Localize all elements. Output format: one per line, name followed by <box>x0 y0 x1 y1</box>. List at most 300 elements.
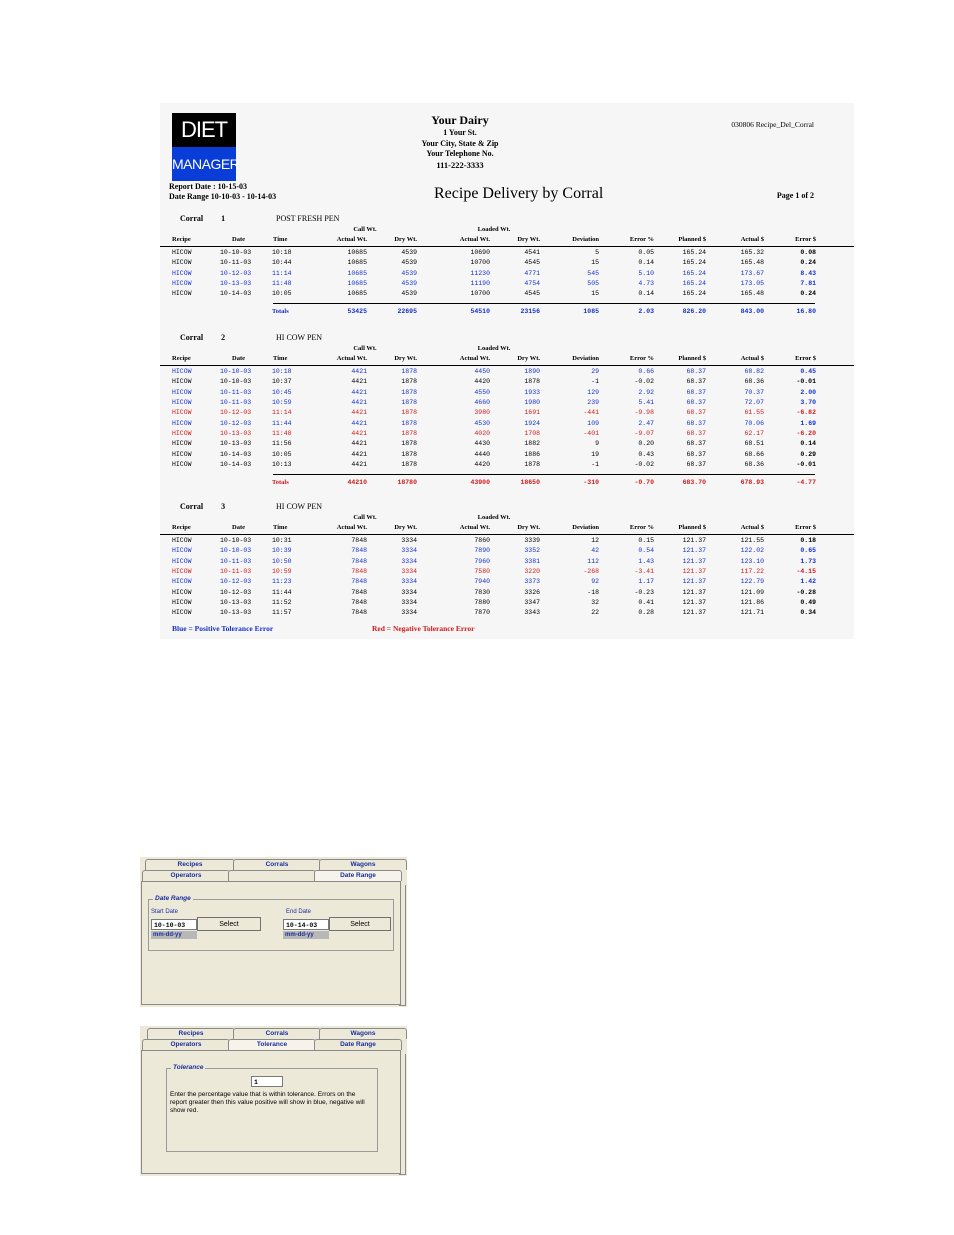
legend-blue: Blue = Positive Tolerance Error <box>172 624 274 633</box>
panel-shadow-edge <box>399 1054 406 1175</box>
cell-planned-cost: 121.37 <box>682 609 706 617</box>
cell-recipe: HICOW <box>172 399 192 407</box>
cell-call-dry-wt: 3334 <box>401 599 417 607</box>
cell-actual-cost: 173.67 <box>740 269 764 277</box>
cell-actual-cost: 62.17 <box>744 430 764 438</box>
cell-actual-cost: 121.86 <box>740 599 764 607</box>
cell-error-pct: 0.14 <box>638 290 654 298</box>
company-info <box>360 113 560 170</box>
tab-operators[interactable]: Operators <box>142 1039 230 1050</box>
table-row <box>160 367 854 377</box>
start-date-input[interactable]: 10-10-03 <box>151 919 197 930</box>
cell-loaded-dry-wt: 4771 <box>524 269 540 277</box>
cell-error-cost: -0.28 <box>796 588 816 596</box>
cell-date: 10-11-03 <box>220 259 252 267</box>
cell-time: 11:44 <box>272 588 292 596</box>
report-date: Report Date : 10-15-03 <box>169 182 247 191</box>
table-row <box>160 577 854 587</box>
end-date-input[interactable]: 10-14-03 <box>283 919 329 930</box>
cell-error-cost: 1.42 <box>800 578 816 586</box>
totals-row <box>160 307 854 317</box>
column-header-loaded-actual-wt: Actual Wt. <box>459 524 490 531</box>
cell-recipe: HICOW <box>172 588 192 596</box>
cell-error-pct: 1.43 <box>638 557 654 565</box>
cell-error-cost: 0.49 <box>800 599 816 607</box>
cell-date: 10-13-03 <box>220 280 252 288</box>
column-header-call-actual-wt: Actual Wt. <box>336 236 367 243</box>
cell-call-actual-wt: 4421 <box>351 440 367 448</box>
total-deviation: 1085 <box>583 307 599 315</box>
cell-error-cost: 1.69 <box>800 419 816 427</box>
tab-tolerance[interactable]: Tolerance <box>228 1039 316 1050</box>
end-date-format-hint: mm-dd-yy <box>283 931 329 939</box>
cell-loaded-dry-wt: 1878 <box>524 461 540 469</box>
tab-operators[interactable]: Operators <box>142 870 230 881</box>
cell-loaded-actual-wt: 7830 <box>474 588 490 596</box>
tolerance-panel <box>141 1050 401 1174</box>
cell-loaded-dry-wt: 4545 <box>524 290 540 298</box>
total-error-cost: -4.77 <box>796 478 816 486</box>
cell-loaded-dry-wt: 4754 <box>524 280 540 288</box>
tab-corrals[interactable]: Corrals <box>233 859 321 870</box>
cell-date: 10-12-03 <box>220 409 252 417</box>
cell-deviation: -1 <box>591 461 599 469</box>
cell-recipe: HICOW <box>172 599 192 607</box>
column-header-planned-cost: Planned $ <box>678 524 706 531</box>
cell-error-pct: 0.28 <box>638 609 654 617</box>
cell-time: 11:44 <box>272 419 292 427</box>
cell-loaded-actual-wt: 7880 <box>474 599 490 607</box>
total-call-dry-wt: 18780 <box>397 478 417 486</box>
cell-error-pct: 4.73 <box>638 280 654 288</box>
cell-error-pct: 2.47 <box>638 419 654 427</box>
column-header-loaded-dry-wt: Dry Wt. <box>517 236 540 243</box>
cell-date: 10-14-03 <box>220 450 252 458</box>
cell-loaded-dry-wt: 1890 <box>524 368 540 375</box>
table-row <box>160 588 854 598</box>
cell-loaded-actual-wt: 10690 <box>470 249 490 256</box>
cell-error-pct: -0.02 <box>634 461 654 469</box>
cell-recipe: HICOW <box>172 537 192 544</box>
cell-deviation: 5 <box>595 249 599 256</box>
tolerance-help-text: Enter the percentage value that is within tolerance. Errors on the report greater then this value positive will show in blue, negative will show red. <box>170 1091 365 1114</box>
cell-loaded-dry-wt: 3347 <box>524 599 540 607</box>
column-header-planned-cost: Planned $ <box>678 236 706 243</box>
cell-actual-cost: 121.71 <box>740 609 764 617</box>
cell-call-actual-wt: 4421 <box>351 450 367 458</box>
cell-recipe: HICOW <box>172 388 192 396</box>
cell-actual-cost: 122.02 <box>740 547 764 555</box>
cell-error-pct: -0.23 <box>634 588 654 596</box>
cell-date: 10-12-03 <box>220 269 252 277</box>
corral-number: 2 <box>221 333 226 342</box>
cell-date: 10-12-03 <box>220 578 252 586</box>
cell-date: 10-13-03 <box>220 430 252 438</box>
cell-deviation: 29 <box>591 368 599 375</box>
table-row <box>160 460 854 470</box>
table-row <box>160 536 854 546</box>
column-header-deviation: Deviation <box>572 524 599 531</box>
cell-error-pct: 0.15 <box>638 537 654 544</box>
table-row <box>160 388 854 398</box>
cell-call-dry-wt: 4539 <box>401 249 417 256</box>
column-header-recipe: Recipe <box>172 236 191 243</box>
cell-planned-cost: 68.37 <box>686 388 706 396</box>
cell-date: 10-13-03 <box>220 599 252 607</box>
date-range-panel <box>141 881 401 1005</box>
cell-error-pct: 0.20 <box>638 440 654 448</box>
cell-call-dry-wt: 3334 <box>401 588 417 596</box>
cell-error-pct: 5.10 <box>638 269 654 277</box>
column-header-deviation: Deviation <box>572 236 599 243</box>
total-actual-cost: 678.93 <box>740 478 764 486</box>
cell-actual-cost: 117.22 <box>740 568 764 576</box>
cell-call-dry-wt: 1878 <box>401 440 417 448</box>
cell-deviation: 109 <box>587 419 599 427</box>
cell-planned-cost: 121.37 <box>682 568 706 576</box>
cell-recipe: HICOW <box>172 368 192 375</box>
report-code: 030806 Recipe_Del_Corral <box>731 120 814 129</box>
column-header-time: Time <box>273 355 288 362</box>
cell-call-dry-wt: 3334 <box>401 547 417 555</box>
cell-error-cost: 0.34 <box>800 609 816 617</box>
column-header-deviation: Deviation <box>572 355 599 362</box>
total-error-pct: 2.03 <box>638 307 654 315</box>
cell-planned-cost: 121.37 <box>682 557 706 565</box>
column-header-time: Time <box>273 236 288 243</box>
cell-call-actual-wt: 4421 <box>351 378 367 386</box>
cell-error-pct: 0.54 <box>638 547 654 555</box>
cell-actual-cost: 173.05 <box>740 280 764 288</box>
cell-actual-cost: 122.79 <box>740 578 764 586</box>
total-call-actual-wt: 53425 <box>347 307 367 315</box>
start-date-format-hint: mm-dd-yy <box>151 931 197 939</box>
cell-call-actual-wt: 10685 <box>347 259 367 267</box>
cell-call-actual-wt: 10685 <box>347 249 367 256</box>
corral-header <box>180 333 323 342</box>
cell-planned-cost: 121.37 <box>682 537 706 544</box>
start-date-select-button[interactable]: Select <box>197 917 261 931</box>
cell-error-cost: 2.00 <box>800 388 816 396</box>
cell-time: 11:14 <box>272 269 292 277</box>
cell-time: 10:18 <box>272 249 292 256</box>
cell-date: 10-14-03 <box>220 461 252 469</box>
cell-call-dry-wt: 4539 <box>401 269 417 277</box>
logo-bottom-text: MANAGER <box>172 147 236 181</box>
cell-actual-cost: 68.51 <box>744 440 764 448</box>
page-number: Page 1 of 2 <box>776 191 814 200</box>
cell-time: 11:52 <box>272 599 292 607</box>
cell-call-dry-wt: 4539 <box>401 280 417 288</box>
cell-error-cost: 8.43 <box>800 269 816 277</box>
date-range-group <box>148 895 394 951</box>
cell-loaded-dry-wt: 3352 <box>524 547 540 555</box>
tolerance-input[interactable]: 1 <box>251 1076 283 1087</box>
cell-planned-cost: 68.37 <box>686 419 706 427</box>
cell-actual-cost: 61.55 <box>744 409 764 417</box>
cell-planned-cost: 121.37 <box>682 599 706 607</box>
tab-wagons[interactable]: Wagons <box>319 1028 407 1039</box>
cell-call-dry-wt: 1878 <box>401 388 417 396</box>
table-row <box>160 429 854 439</box>
total-planned-cost: 683.70 <box>682 478 706 486</box>
cell-call-actual-wt: 4421 <box>351 461 367 469</box>
column-header-call-dry-wt: Dry Wt. <box>394 355 417 362</box>
cell-time: 10:31 <box>272 537 292 544</box>
cell-call-actual-wt: 7848 <box>351 578 367 586</box>
cell-error-pct: -0.02 <box>634 378 654 386</box>
column-header-recipe: Recipe <box>172 524 191 531</box>
cell-error-cost: 0.29 <box>800 450 816 458</box>
cell-error-pct: 0.43 <box>638 450 654 458</box>
table-row <box>160 598 854 608</box>
cell-actual-cost: 165.48 <box>740 290 764 298</box>
cell-planned-cost: 68.37 <box>686 399 706 407</box>
cell-time: 10:45 <box>272 388 292 396</box>
table-row <box>160 439 854 449</box>
cell-date: 10-11-03 <box>220 568 252 576</box>
tab-recipes[interactable]: Recipes <box>145 859 235 870</box>
tab-date-range[interactable]: Date Range <box>314 870 402 881</box>
cell-planned-cost: 121.37 <box>682 547 706 555</box>
report-dates <box>169 182 276 202</box>
column-header-date: Date <box>232 524 245 531</box>
cell-time: 11:57 <box>272 609 292 617</box>
cell-actual-cost: 68.82 <box>744 368 764 375</box>
cell-recipe: HICOW <box>172 290 192 298</box>
cell-error-cost: 1.73 <box>800 557 816 565</box>
corral-label: Corral <box>180 333 204 342</box>
cell-call-actual-wt: 10685 <box>347 280 367 288</box>
column-header-error-pct: Error % <box>629 236 654 243</box>
tolerance-group <box>166 1064 378 1152</box>
date-range-group-title: Date Range <box>155 895 191 902</box>
cell-error-cost: -4.15 <box>796 568 816 576</box>
cell-call-actual-wt: 4421 <box>351 430 367 438</box>
totals-divider <box>273 303 815 304</box>
cell-time: 10:59 <box>272 399 292 407</box>
total-actual-cost: 843.00 <box>740 307 764 315</box>
cell-loaded-actual-wt: 7870 <box>474 609 490 617</box>
cell-recipe: HICOW <box>172 578 192 586</box>
totals-divider <box>273 474 815 475</box>
cell-actual-cost: 121.55 <box>740 537 764 544</box>
cell-error-pct: -3.41 <box>634 568 654 576</box>
column-header-call-dry-wt: Dry Wt. <box>394 236 417 243</box>
cell-loaded-dry-wt: 4545 <box>524 259 540 267</box>
cell-loaded-dry-wt: 1878 <box>524 378 540 386</box>
cell-call-actual-wt: 10685 <box>347 269 367 277</box>
cell-recipe: HICOW <box>172 450 192 458</box>
corral-number: 1 <box>221 214 226 223</box>
cell-date: 10-13-03 <box>220 440 252 448</box>
cell-call-actual-wt: 4421 <box>351 409 367 417</box>
cell-time: 10:18 <box>272 368 292 375</box>
cell-call-actual-wt: 7848 <box>351 599 367 607</box>
cell-actual-cost: 70.06 <box>744 419 764 427</box>
cell-error-pct: 2.92 <box>638 388 654 396</box>
table-row <box>160 557 854 567</box>
cell-loaded-actual-wt: 7890 <box>474 547 490 555</box>
cell-deviation: 42 <box>591 547 599 555</box>
cell-call-dry-wt: 3334 <box>401 578 417 586</box>
cell-call-actual-wt: 7848 <box>351 588 367 596</box>
column-header-date: Date <box>232 236 245 243</box>
cell-deviation: -268 <box>583 568 599 576</box>
cell-loaded-actual-wt: 4020 <box>474 430 490 438</box>
totals-label: Totals <box>272 307 289 315</box>
cell-loaded-dry-wt: 3373 <box>524 578 540 586</box>
cell-planned-cost: 68.37 <box>686 368 706 375</box>
cell-time: 11:48 <box>272 280 292 288</box>
cell-planned-cost: 165.24 <box>682 280 706 288</box>
column-header-error-cost: Error $ <box>795 524 816 531</box>
diet-manager-logo <box>172 113 240 181</box>
column-header-error-cost: Error $ <box>795 236 816 243</box>
call-wt-group-label: Call Wt. <box>353 226 377 233</box>
cell-date: 10-14-03 <box>220 290 252 298</box>
cell-loaded-actual-wt: 4450 <box>474 368 490 375</box>
cell-loaded-dry-wt: 1933 <box>524 388 540 396</box>
tolerance-dialog <box>140 1026 407 1176</box>
company-phone: 111-222-3333 <box>436 159 484 170</box>
cell-actual-cost: 165.32 <box>740 249 764 256</box>
cell-actual-cost: 121.09 <box>740 588 764 596</box>
table-row <box>160 248 854 258</box>
cell-error-cost: 0.24 <box>800 290 816 298</box>
tab-corrals[interactable]: Corrals <box>233 1028 321 1039</box>
cell-loaded-actual-wt: 4550 <box>474 388 490 396</box>
cell-deviation: 112 <box>587 557 599 565</box>
cell-recipe: HICOW <box>172 409 192 417</box>
report-page <box>160 103 854 639</box>
cell-call-dry-wt: 1878 <box>401 409 417 417</box>
cell-actual-cost: 68.36 <box>744 378 764 386</box>
cell-error-pct: 5.41 <box>638 399 654 407</box>
cell-actual-cost: 123.10 <box>740 557 764 565</box>
tab-date-range[interactable]: Date Range <box>314 1039 402 1050</box>
cell-deviation: 545 <box>587 269 599 277</box>
cell-call-dry-wt: 1878 <box>401 450 417 458</box>
tolerance-group-title: Tolerance <box>173 1064 204 1071</box>
cell-call-dry-wt: 1878 <box>401 399 417 407</box>
total-call-actual-wt: 44210 <box>347 478 367 486</box>
cell-deviation: -441 <box>583 409 599 417</box>
tab-recipes[interactable]: Recipes <box>147 1028 235 1039</box>
logo-top-text: DIET <box>172 113 236 147</box>
cell-call-dry-wt: 1878 <box>401 378 417 386</box>
tab-wagons[interactable]: Wagons <box>319 859 407 870</box>
table-row <box>160 289 854 299</box>
company-name: Your Dairy <box>431 113 489 127</box>
cell-actual-cost: 68.36 <box>744 461 764 469</box>
cell-loaded-actual-wt: 4430 <box>474 440 490 448</box>
cell-error-pct: 1.17 <box>638 578 654 586</box>
corral-label: Corral <box>180 214 204 223</box>
total-call-dry-wt: 22695 <box>397 307 417 315</box>
table-row <box>160 419 854 429</box>
cell-error-pct: 0.14 <box>638 259 654 267</box>
cell-deviation: 15 <box>591 259 599 267</box>
cell-actual-cost: 70.37 <box>744 388 764 396</box>
cell-actual-cost: 165.48 <box>740 259 764 267</box>
cell-loaded-actual-wt: 10700 <box>470 290 490 298</box>
cell-call-actual-wt: 7848 <box>351 547 367 555</box>
cell-recipe: HICOW <box>172 269 192 277</box>
cell-recipe: HICOW <box>172 568 192 576</box>
cell-date: 10-10-03 <box>220 378 252 386</box>
column-header-recipe: Recipe <box>172 355 191 362</box>
table-row <box>160 408 854 418</box>
cell-error-cost: 0.45 <box>800 368 816 375</box>
cell-deviation: 15 <box>591 290 599 298</box>
cell-planned-cost: 121.37 <box>682 578 706 586</box>
loaded-wt-group-label: Loaded Wt. <box>477 226 511 233</box>
cell-recipe: HICOW <box>172 259 192 267</box>
cell-planned-cost: 68.37 <box>686 440 706 448</box>
cell-date: 10-10-03 <box>220 368 252 375</box>
column-header-actual-cost: Actual $ <box>740 236 764 243</box>
column-header-error-cost: Error $ <box>795 355 816 362</box>
cell-deviation: -401 <box>583 430 599 438</box>
cell-time: 10:44 <box>272 259 292 267</box>
table-row <box>160 546 854 556</box>
cell-loaded-actual-wt: 7940 <box>474 578 490 586</box>
cell-deviation: 9 <box>595 440 599 448</box>
cell-recipe: HICOW <box>172 280 192 288</box>
cell-actual-cost: 72.07 <box>744 399 764 407</box>
cell-call-actual-wt: 4421 <box>351 388 367 396</box>
cell-loaded-actual-wt: 4440 <box>474 450 490 458</box>
table-header <box>160 524 854 535</box>
totals-label: Totals <box>272 478 289 486</box>
report-title: Recipe Delivery by Corral <box>434 185 604 202</box>
cell-planned-cost: 68.37 <box>686 378 706 386</box>
corral-pen: POST FRESH PEN <box>276 214 340 223</box>
cell-recipe: HICOW <box>172 419 192 427</box>
loaded-wt-group-label: Loaded Wt. <box>477 345 511 352</box>
cell-call-actual-wt: 7848 <box>351 557 367 565</box>
cell-call-actual-wt: 4421 <box>351 419 367 427</box>
cell-loaded-dry-wt: 1980 <box>524 399 540 407</box>
company-street: 1 Your St. <box>443 128 477 137</box>
cell-loaded-dry-wt: 3343 <box>524 609 540 617</box>
total-error-cost: 16.80 <box>796 307 816 315</box>
cell-call-actual-wt: 4421 <box>351 368 367 375</box>
column-header-actual-cost: Actual $ <box>740 524 764 531</box>
company-city: Your City, State & Zip <box>421 138 499 148</box>
cell-loaded-dry-wt: 1924 <box>524 419 540 427</box>
cell-planned-cost: 68.37 <box>686 430 706 438</box>
corral-header <box>180 214 340 223</box>
total-loaded-dry-wt: 23156 <box>520 307 540 315</box>
cell-recipe: HICOW <box>172 440 192 448</box>
total-planned-cost: 826.20 <box>682 307 706 315</box>
end-date-select-button[interactable]: Select <box>329 917 391 931</box>
cell-call-dry-wt: 4539 <box>401 259 417 267</box>
cell-error-cost: 0.18 <box>800 537 816 544</box>
cell-time: 10:13 <box>272 461 292 469</box>
table-row <box>160 279 854 289</box>
date-range-dialog <box>140 857 407 1007</box>
corral-pen: HI COW PEN <box>276 333 323 342</box>
table-row <box>160 398 854 408</box>
cell-date: 10-11-03 <box>220 388 252 396</box>
table-row <box>160 608 854 618</box>
cell-recipe: HICOW <box>172 378 192 386</box>
tab-blank[interactable] <box>228 870 316 881</box>
cell-loaded-actual-wt: 7860 <box>474 537 490 544</box>
